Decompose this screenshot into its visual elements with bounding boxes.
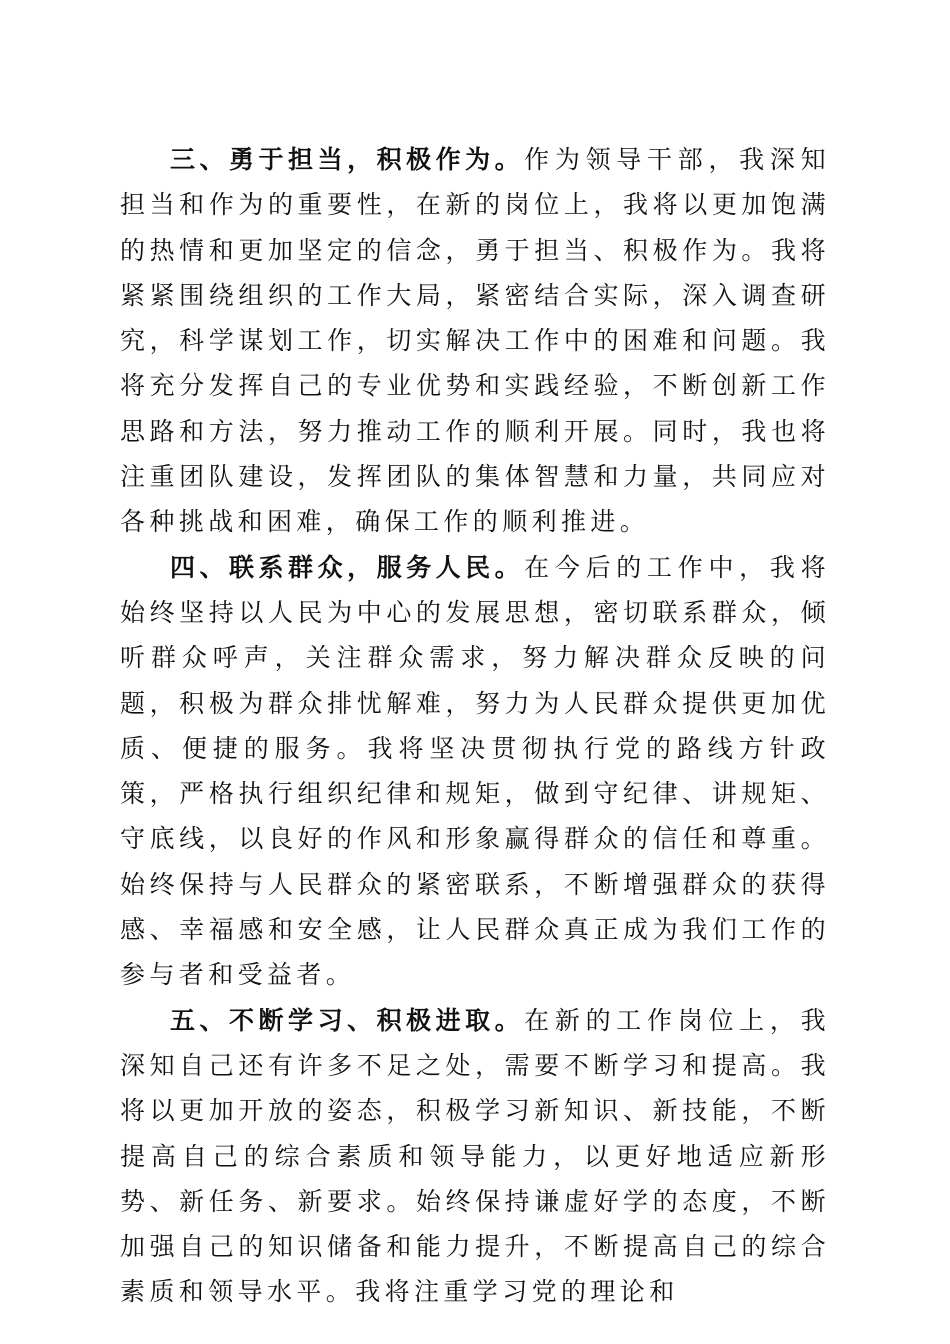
section-5-text: 在新的工作岗位上，我深知自己还有许多不足之处，需要不断学习和提高。我将以更加开放的姿态，积极学习新知识、新技能，不断提高自己的综合素质和领导能力，以更好地适应新形势、新任务、新要求。始终保持谦虚好学的态度，不断加强自己的知识储备和能力提升，不断提高自己的综合素质和领导水平。我将注重学习党的理论和 (120, 1005, 830, 1307)
section-5-heading: 五、不断学习、积极进取。 (170, 1005, 525, 1035)
paragraph-section-3 (120, 137, 830, 545)
paragraph-section-5 (120, 998, 830, 1315)
paragraph-section-4 (120, 545, 830, 998)
document-body (120, 137, 830, 1315)
section-4-text: 在今后的工作中，我将始终坚持以人民为中心的发展思想，密切联系群众，倾听群众呼声，关注群众需求，努力解决群众反映的问题，积极为群众排忧解难，努力为人民群众提供更加优质、便捷的服务。我将坚决贯彻执行党的路线方针政策，严格执行组织纪律和规矩，做到守纪律、讲规矩、守底线，以良好的作风和形象赢得群众的信任和尊重。始终保持与人民群众的紧密联系，不断增强群众的获得感、幸福感和安全感，让人民群众真正成为我们工作的参与者和受益者。 (120, 552, 830, 990)
section-3-text: 作为领导干部，我深知担当和作为的重要性，在新的岗位上，我将以更加饱满的热情和更加坚定的信念，勇于担当、积极作为。我将紧紧围绕组织的工作大局，紧密结合实际，深入调查研究，科学谋划工作，切实解决工作中的困难和问题。我将充分发挥自己的专业优势和实践经验，不断创新工作思路和方法，努力推动工作的顺利开展。同时，我也将注重团队建设，发挥团队的集体智慧和力量，共同应对各种挑战和困难，确保工作的顺利推进。 (120, 145, 830, 537)
section-3-heading: 三、勇于担当，积极作为。 (170, 145, 525, 174)
section-4-heading: 四、联系群众，服务人民。 (170, 552, 525, 582)
